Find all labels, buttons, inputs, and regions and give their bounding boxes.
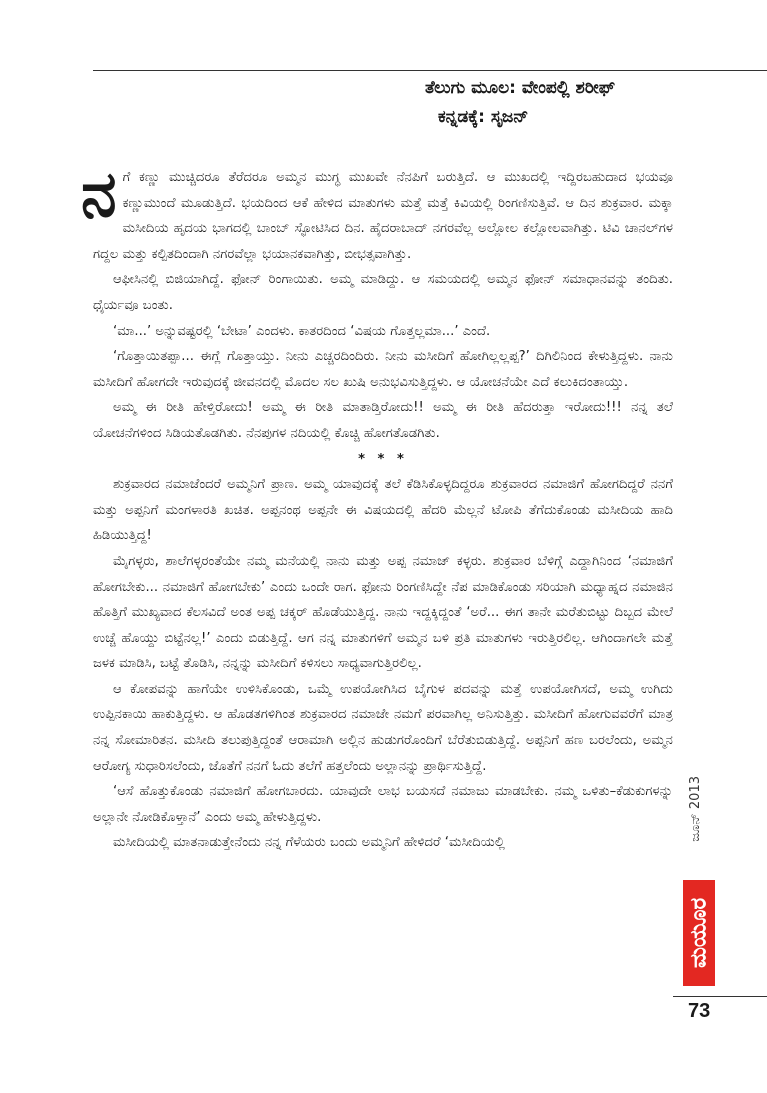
paragraph-1 — [81, 158, 673, 267]
paragraph-5: ಅಮ್ಮ ಈ ರೀತಿ ಹೇಳ್ತಿರೋದು! ಅಮ್ಮ ಈ ರೀತಿ ಮಾತಾಡ್ತಿರೋದು!! ಅಮ್ಮ ಈ ರೀತಿ ಹೆದರುತ್ತಾ ಇರೋದು!!! ನನ್ನ ತಲೆ ಯೋಚನೆಗಳಿಂದ ಸಿಡಿಯತೊಡಗಿತು. ನೆನಪುಗಳ ನದಿಯಲ್ಲಿ ಕೊಚ್ಚಿ ಹೋಗತೊಡಗಿತು. — [93, 400, 673, 441]
magazine-logo: ಮಯೂರ — [683, 880, 715, 986]
issue-date: ಜೂನ್ 2013 — [688, 776, 703, 842]
byline-translator: ಕನ್ನಡಕ್ಕೆ: ಸೃಜನ್ — [438, 107, 529, 127]
page-number: 73 — [688, 1000, 711, 1022]
paragraph-4: ‘ಗೊತ್ತಾಯಿತಪ್ಪಾ... ಈಗ್ಲೆ ಗೊತ್ತಾಯ್ತು. ನೀನು ಎಚ್ಚರದಿಂದಿರು. ನೀನು ಮಸೀದಿಗೆ ಹೋಗಿಲ್ಲಲ್ಲಪ್ಪ?’ ದಿಗಿಲಿನಿಂದ ಕೇಳುತ್ತಿದ್ದಳು. ನಾನು ಮಸೀದಿಗೆ ಹೋಗದೇ ಇರುವುದಕ್ಕೆ ಜೀವನದಲ್ಲಿ ಮೊದಲ ಸಲ ಖುಷಿ ಅನುಭವಿಸುತ್ತಿದ್ದಳು. ಆ ಯೋಚನೆಯೇ ಎದೆ ಕಲುಕಿದಂತಾಯ್ತು. — [93, 349, 673, 390]
paragraph-3: ‘ಮಾ...’ ಅನ್ನುವಷ್ಟರಲ್ಲಿ ‘ಬೇಟಾ’ ಎಂದಳು. ಕಾತರದಿಂದ ‘ವಿಷಯ ಗೊತ್ತಲ್ಲಮಾ...’ ಎಂದೆ. — [113, 323, 491, 339]
paragraph-7: ಮೈಗಳ್ಳರು, ಶಾಲೆಗಳ್ಳರಂತೆಯೇ ನಮ್ಮ ಮನೆಯಲ್ಲಿ ನಾನು ಮತ್ತು ಅಪ್ಪ ನಮಾಜ್ ಕಳ್ಳರು. ಶುಕ್ರವಾರ ಬೆಳಿಗ್ಗೆ ಎದ್ದಾಗಿನಿಂದ ‘ನಮಾಜಿಗೆ ಹೋಗಬೇಕು... ನಮಾಜಿಗೆ ಹೋಗಬೇಕು’ ಎಂದು ಒಂದೇ ರಾಗ. ಫೋನು ರಿಂಗಣಿಸಿದ್ದೇ ನೆಪ ಮಾಡಿಕೊಂಡು ಸರಿಯಾಗಿ ಮಧ್ಯಾಹ್ನದ ನಮಾಜಿನ ಹೊತ್ತಿಗೆ ಮುಖ್ಯವಾದ ಕೆಲಸವಿದೆ ಅಂತ ಅಪ್ಪ ಚಕ್ಕರ್ ಹೊಡೆಯುತ್ತಿದ್ದ. ನಾನು ಇದ್ದಕ್ಕಿದ್ದಂತೆ ‘ಅರೆ... ಈಗ ತಾನೇ ಮರೆತುಬಿಟ್ಟು ದಿಬ್ಬದ ಮೇಲೆ ಉಚ್ಚೆ ಹೊಯ್ದು ಬಿಟ್ಟೆನಲ್ಲ!’ ಎಂದು ಬಿಡುತ್ತಿದ್ದೆ. ಆಗ ನನ್ನ ಮಾತುಗಳಿಗೆ ಅಮ್ಮನ ಬಳಿ ಪ್ರತಿ ಮಾತುಗಳು ಇರುತ್ತಿರಲಿಲ್ಲ. ಆಗಿಂದಾಗಲೇ ಮತ್ತೆ ಜಳಕ ಮಾಡಿಸಿ, ಬಟ್ಟೆ ತೊಡಿಸಿ, ನನ್ನನ್ನು ಮಸೀದಿಗೆ ಕಳಿಸಲು ಸಾಧ್ಯವಾಗುತ್ತಿರಲಿಲ್ಲ. — [93, 553, 673, 672]
top-rule — [93, 70, 767, 71]
drop-cap: ನ — [81, 158, 117, 232]
paragraph-8: ಆ ಕೋಪವನ್ನು ಹಾಗೆಯೇ ಉಳಿಸಿಕೊಂಡು, ಒಮ್ಮೆ ಉಪಯೋಗಿಸಿದ ಬೈಗುಳ ಪದವನ್ನು ಮತ್ತೆ ಉಪಯೋಗಿಸದೆ, ಅಮ್ಮ ಉಗಿದು ಉಪ್ಪಿನಕಾಯಿ ಹಾಕುತ್ತಿದ್ದಳು. ಆ ಹೊಡತಗಳಿಗಿಂತ ಶುಕ್ರವಾರದ ನಮಾಜೇ ನಮಗೆ ಪರವಾಗಿಲ್ಲ ಅನಿಸುತ್ತಿತ್ತು. ಮಸೀದಿಗೆ ಹೋಗುವವರೆಗೆ ಮಾತ್ರ ನನ್ನ ಸೋಮಾರಿತನ. ಮಸೀದಿ ತಲುಪುತ್ತಿದ್ದಂತೆ ಆರಾಮಾಗಿ ಅಲ್ಲಿನ ಹುಡುಗರೊಂದಿಗೆ ಬೆರೆತುಬಿಡುತ್ತಿದ್ದೆ. ಅಪ್ಪನಿಗೆ ಹಣ ಬರಲೆಂದು, ಅಮ್ಮನ ಆರೋಗ್ಯ ಸುಧಾರಿಸಲೆಂದು, ಜೊತೆಗೆ ನನಗೆ ಓದು ತಲೆಗೆ ಹತ್ತಲೆಂದು ಅಲ್ಲಾನನ್ನು ಪ್ರಾರ್ಥಿಸುತ್ತಿದ್ದೆ. — [93, 681, 673, 774]
section-separator: * * * — [358, 451, 408, 467]
paragraph-10: ಮಸೀದಿಯಲ್ಲಿ ಮಾತನಾಡುತ್ತೇನೆಂದು ನನ್ನ ಗೆಳೆಯರು ಬಂದು ಅಮ್ಮನಿಗೆ ಹೇಳಿದರೆ ‘ಮಸೀದಿಯಲ್ಲಿ — [113, 835, 505, 851]
paragraph-1-text: ಗೆ ಕಣ್ಣು ಮುಚ್ಚಿದರೂ ತೆರೆದರೂ ಅಮ್ಮನ ಮುಗ್ಧ ಮುಖವೇ ನೆನಪಿಗೆ ಬರುತ್ತಿದೆ. ಆ ಮುಖದಲ್ಲಿ ಇದ್ದಿರಬಹುದಾದ ಭಯವೂ ಕಣ್ಣುಮುಂದೆ ಮೂಡುತ್ತಿದೆ. ಭಯದಿಂದ ಆಕೆ ಹೇಳಿದ ಮಾತುಗಳು ಮತ್ತೆ ಮತ್ತೆ ಕಿವಿಯಲ್ಲಿ ರಿಂಗಣಿಸುತ್ತಿವೆ. ಆ ದಿನ ಶುಕ್ರವಾರ. ಮಕ್ಕಾ ಮಸೀದಿಯ ಹೃದಯ ಭಾಗದಲ್ಲಿ ಬಾಂಬ್ ಸ್ಫೋಟಿಸಿದ ದಿನ. ಹೈದರಾಬಾದ್ ನಗರವೆಲ್ಲ ಅಲ್ಲೋಲ ಕಲ್ಲೋಲವಾಗಿತ್ತು. ಟಿವಿ ಚಾನಲ್‌ಗಳ ಗದ್ದಲ ಮತ್ತು ಕಲ್ಪಿತದಿಂದಾಗಿ ನಗರವೆಲ್ಲಾ ಭಯಾನಕವಾಗಿತ್ತು, ಬೀಭತ್ಸವಾಗಿತ್ತು. — [93, 170, 673, 262]
paragraph-2: ಆಫೀಸಿನಲ್ಲಿ ಬಿಜಿಯಾಗಿದ್ದೆ. ಫೋನ್ ರಿಂಗಾಯಿತು. ಅಮ್ಮ ಮಾಡಿದ್ದು. ಆ ಸಮಯದಲ್ಲಿ ಅಮ್ಮನ ಫೋನ್ ಸಮಾಧಾನವನ್ನು ತಂದಿತು. ಧೈರ್ಯವೂ ಬಂತು. — [93, 272, 673, 313]
footer-rule — [673, 996, 767, 997]
paragraph-6: ಶುಕ್ರವಾರದ ನಮಾಜೆಂದರೆ ಅಮ್ಮನಿಗೆ ಪ್ರಾಣ. ಅಮ್ಮ ಯಾವುದಕ್ಕೆ ತಲೆ ಕೆಡಿಸಿಕೊಳ್ಳದಿದ್ದರೂ ಶುಕ್ರವಾರದ ನಮಾಜಿಗೆ ಹೋಗದಿದ್ದರೆ ನನಗೆ ಮತ್ತು ಅಪ್ಪನಿಗೆ ಮಂಗಳಾರತಿ ಖಚಿತ. ಅಪ್ಪನಂಥ ಅಪ್ಪನೇ ಈ ವಿಷಯದಲ್ಲಿ ಹೆದರಿ ಮೆಲ್ಲನೆ ಟೋಪಿ ತೆಗೆದುಕೊಂಡು ಮಸೀದಿಯ ಹಾದಿ ಹಿಡಿಯುತ್ತಿದ್ದ! — [93, 477, 673, 544]
byline-original-author: ತೆಲುಗು ಮೂಲ: ವೇಂಪಲ್ಲಿ ಶರೀಫ್ — [425, 78, 616, 98]
article-body — [81, 158, 673, 856]
paragraph-9: ‘ಆಸೆ ಹೊತ್ತುಕೊಂಡು ನಮಾಜಿಗೆ ಹೋಗಬಾರದು. ಯಾವುದೇ ಲಾಭ ಬಯಸದೆ ನಮಾಜು ಮಾಡಬೇಕು. ನಮ್ಮ ಒಳಿತು–ಕೆಡುಕುಗಳನ್ನು ಅಲ್ಲಾನೇ ನೋಡಿಕೊಳ್ತಾನೆ’ ಎಂದು ಅಮ್ಮ ಹೇಳುತ್ತಿದ್ದಳು. — [93, 784, 673, 825]
